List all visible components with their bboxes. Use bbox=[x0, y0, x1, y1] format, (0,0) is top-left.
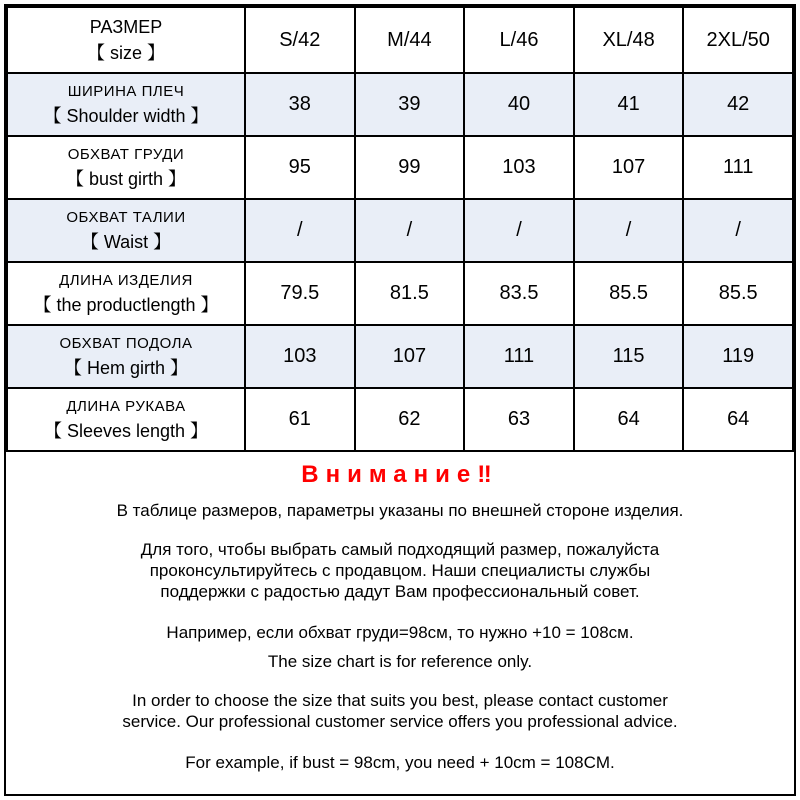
row-label-cell bbox=[7, 388, 245, 451]
measurement-cell: / bbox=[574, 199, 684, 262]
measurement-cell: / bbox=[245, 199, 355, 262]
measurement-cell: 107 bbox=[574, 136, 684, 199]
table-row bbox=[7, 136, 793, 199]
row-label-en: 【 the productlength 】 bbox=[33, 294, 219, 315]
row-label-en: 【 Sleeves length 】 bbox=[43, 420, 209, 441]
measurement-cell: 111 bbox=[464, 325, 574, 388]
measurement-cell: 64 bbox=[683, 388, 793, 451]
measurement-cell: 99 bbox=[355, 136, 465, 199]
measurement-cell: 107 bbox=[355, 325, 465, 388]
measurement-cell: 119 bbox=[683, 325, 793, 388]
row-label-en: 【 Hem girth 】 bbox=[63, 357, 189, 378]
size-header-2xl: 2XL/50 bbox=[683, 7, 793, 73]
notice-en-example: For example, if bust = 98cm, you need + 10cm = 108CM. bbox=[185, 753, 615, 772]
measurement-cell: 61 bbox=[245, 388, 355, 451]
measurement-cell: / bbox=[464, 199, 574, 262]
measurement-cell: 111 bbox=[683, 136, 793, 199]
notice-ru-consult-line1: Для того, чтобы выбрать самый подходящий размер, пожалуйста bbox=[140, 540, 660, 559]
notice-en-consult-line1: In order to choose the size that suits you best, please contact customer bbox=[132, 691, 668, 710]
measurement-cell: 42 bbox=[683, 73, 793, 136]
table-row bbox=[7, 325, 793, 388]
size-header-xl: XL/48 bbox=[574, 7, 684, 73]
size-chart-table bbox=[6, 6, 794, 452]
measurement-cell: / bbox=[683, 199, 793, 262]
notice-en-reference: The size chart is for reference only. bbox=[267, 652, 533, 671]
notice-ru-consult-line3: поддержки с радостью дадут Вам профессиональный совет. bbox=[160, 582, 640, 601]
table-row bbox=[7, 388, 793, 451]
measurement-cell: 79.5 bbox=[245, 262, 355, 325]
measurement-cell: 38 bbox=[245, 73, 355, 136]
measurement-cell: 103 bbox=[464, 136, 574, 199]
measurement-cell: 83.5 bbox=[464, 262, 574, 325]
row-label-ru: ОБХВАТ ГРУДИ bbox=[67, 145, 185, 163]
row-label-ru: ОБХВАТ ПОДОЛА bbox=[59, 334, 193, 352]
measurement-cell: 103 bbox=[245, 325, 355, 388]
table-header-row bbox=[7, 7, 793, 73]
row-label-cell bbox=[7, 262, 245, 325]
measurement-cell: 85.5 bbox=[683, 262, 793, 325]
measurement-cell: 63 bbox=[464, 388, 574, 451]
measurement-cell: 115 bbox=[574, 325, 684, 388]
row-label-ru: ОБХВАТ ТАЛИИ bbox=[66, 208, 186, 226]
table-row bbox=[7, 262, 793, 325]
row-label-en: 【 bust girth 】 bbox=[65, 168, 187, 189]
measurement-cell: 39 bbox=[355, 73, 465, 136]
measurement-cell: / bbox=[355, 199, 465, 262]
measurement-cell: 81.5 bbox=[355, 262, 465, 325]
size-header-s: S/42 bbox=[245, 7, 355, 73]
row-label-ru: ДЛИНА РУКАВА bbox=[66, 397, 186, 415]
row-label-ru: ШИРИНА ПЛЕЧ bbox=[67, 82, 185, 100]
row-label-cell bbox=[7, 73, 245, 136]
row-label-ru: ДЛИНА ИЗДЕЛИЯ bbox=[59, 271, 193, 289]
table-row bbox=[7, 199, 793, 262]
size-header-l: L/46 bbox=[464, 7, 574, 73]
notice-ru-consult-line2: проконсультируйтесь с продавцом. Наши специалисты службы bbox=[149, 561, 651, 580]
row-label-cell bbox=[7, 136, 245, 199]
measurement-cell: 41 bbox=[574, 73, 684, 136]
notice-en-consult-line2: service. Our professional customer service offers you professional advice. bbox=[122, 712, 678, 731]
measurement-cell: 95 bbox=[245, 136, 355, 199]
notice-ru-outer-side: В таблице размеров, параметры указаны по внешней стороне изделия. bbox=[116, 501, 684, 520]
header-label-en: 【 size 】 bbox=[86, 43, 165, 63]
row-label-en: 【 Shoulder width 】 bbox=[43, 105, 209, 126]
row-label-en: 【 Waist 】 bbox=[80, 231, 172, 252]
header-label-ru: РАЗМЕР bbox=[89, 17, 163, 37]
measurement-cell: 62 bbox=[355, 388, 465, 451]
notice-section bbox=[6, 452, 794, 773]
row-label-cell bbox=[7, 325, 245, 388]
notice-title: Внимание‼ bbox=[301, 461, 499, 488]
row-label-cell bbox=[7, 199, 245, 262]
measurement-cell: 85.5 bbox=[574, 262, 684, 325]
header-label-cell bbox=[7, 7, 245, 73]
notice-ru-example: Например, если обхват груди=98см, то нужно +10 = 108см. bbox=[166, 623, 634, 642]
notice-en-consult bbox=[6, 690, 794, 732]
table-row bbox=[7, 73, 793, 136]
notice-ru-consult bbox=[6, 539, 794, 602]
size-header-m: M/44 bbox=[355, 7, 465, 73]
measurement-cell: 40 bbox=[464, 73, 574, 136]
measurement-cell: 64 bbox=[574, 388, 684, 451]
